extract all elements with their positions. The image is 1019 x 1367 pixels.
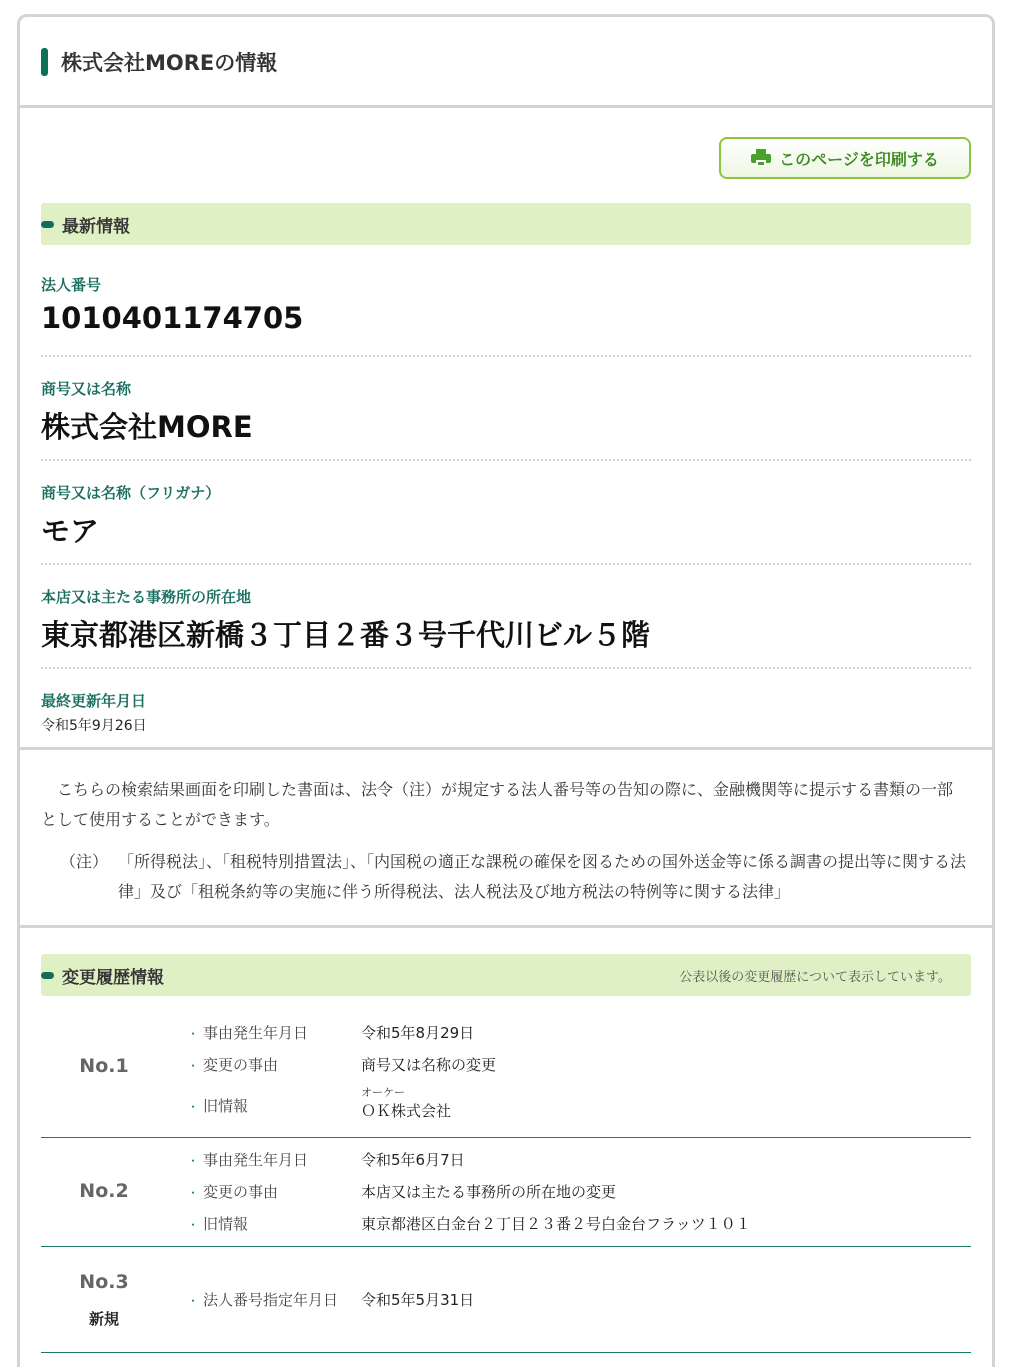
latest-info-heading: 最新情報 [62, 216, 130, 237]
divider [41, 667, 971, 669]
field-label: 本店又は主たる事務所の所在地 [41, 588, 252, 606]
title-bar [20, 17, 992, 108]
company-name-kana-field [41, 482, 971, 550]
usage-notice [20, 750, 992, 928]
last-updated-field [41, 690, 971, 735]
address-value: 東京都港区新橋３丁目２番３号千代川ビル５階 [41, 618, 651, 652]
item-key: 法人番号指定年月日 [203, 1291, 339, 1309]
change-history-section [20, 928, 992, 1367]
corporate-number-value: 1010401174705 [41, 301, 304, 335]
section-marker-icon [41, 221, 54, 228]
divider [41, 563, 971, 565]
latest-info-section [20, 108, 992, 750]
history-entry [41, 1247, 971, 1353]
bullet-icon: ・ [187, 1218, 200, 1232]
item-value: 令和5年6月7日 [361, 1151, 465, 1169]
change-history-header [41, 954, 971, 996]
item-key: 変更の事由 [203, 1056, 279, 1074]
title-accent-bar [41, 48, 48, 76]
entry-number: No.1 [79, 1055, 129, 1077]
bullet-icon: ・ [187, 1154, 200, 1168]
item-key: 変更の事由 [203, 1183, 279, 1201]
entry-number: No.2 [79, 1180, 129, 1202]
history-entry [41, 1138, 971, 1247]
ruby-reading: オーケー [361, 1086, 405, 1099]
item-value: 令和5年5月31日 [361, 1291, 475, 1309]
item-value: 商号又は名称の変更 [361, 1056, 497, 1074]
history-item [187, 1213, 751, 1234]
divider [41, 355, 971, 357]
notice-text: こちらの検索結果画面を印刷した書面は、法令（注）が規定する法人番号等の告知の際に、金融機関等に提示する書類の一部として使用することができます。 [41, 780, 954, 829]
print-page-button[interactable] [719, 137, 971, 179]
company-name-field [41, 378, 971, 446]
note-mark: （注） [60, 852, 109, 871]
bullet-icon: ・ [187, 1027, 200, 1041]
item-value: 本店又は主たる事務所の所在地の変更 [361, 1183, 617, 1201]
field-label: 最終更新年月日 [41, 692, 147, 710]
bullet-icon: ・ [187, 1186, 200, 1200]
field-label: 法人番号 [41, 276, 102, 294]
item-value: ＯＫ株式会社 [361, 1102, 452, 1120]
bullet-icon: ・ [187, 1294, 200, 1308]
history-item [187, 1022, 474, 1043]
note-text: 「所得税法」、「租税特別措置法」、「内国税の適正な課税の確保を図るための国外送金等に係る調書の提出等に関する法律」及び「租税条約等の実施に伴う所得税法、法人税法及び地方税法の特例等に関する法律」 [118, 852, 967, 901]
history-item [187, 1149, 465, 1170]
divider [41, 459, 971, 461]
item-key: 事由発生年月日 [203, 1151, 309, 1169]
old-info-value [361, 1084, 451, 1121]
print-button-label: このページを印刷する [779, 149, 939, 169]
history-entry [41, 1008, 971, 1138]
legal-note [60, 847, 974, 907]
item-value: 令和5年8月29日 [361, 1024, 475, 1042]
history-item [187, 1289, 474, 1310]
bullet-icon: ・ [187, 1059, 200, 1073]
section-marker-icon [41, 972, 54, 979]
field-label: 商号又は名称（フリガナ） [41, 484, 221, 502]
printer-icon [751, 149, 771, 167]
last-updated-value: 令和5年9月26日 [41, 718, 147, 734]
entry-number: No.3 [79, 1271, 129, 1293]
item-key: 事由発生年月日 [203, 1024, 309, 1042]
corporate-info-panel [17, 14, 995, 1367]
history-item [187, 1095, 361, 1116]
latest-info-header [41, 203, 971, 245]
field-label: 商号又は名称 [41, 380, 132, 398]
company-name-value: 株式会社MORE [41, 410, 253, 444]
address-field [41, 586, 971, 654]
change-history-note: 公表以後の変更履歴について表示しています。 [679, 969, 951, 985]
company-name-kana-value: モア [41, 514, 100, 548]
item-key: 旧情報 [203, 1097, 249, 1115]
new-badge: 新規 [88, 1310, 119, 1328]
item-value: 東京都港区白金台２丁目２３番２号白金台フラッツ１０１ [361, 1215, 751, 1233]
bullet-icon: ・ [187, 1100, 200, 1114]
change-history-heading: 変更履歴情報 [62, 967, 164, 988]
history-item [187, 1181, 616, 1202]
history-item [187, 1054, 496, 1075]
item-key: 旧情報 [203, 1215, 249, 1233]
page-title: 株式会社MOREの情報 [61, 51, 278, 75]
corporate-number-field [41, 274, 971, 335]
